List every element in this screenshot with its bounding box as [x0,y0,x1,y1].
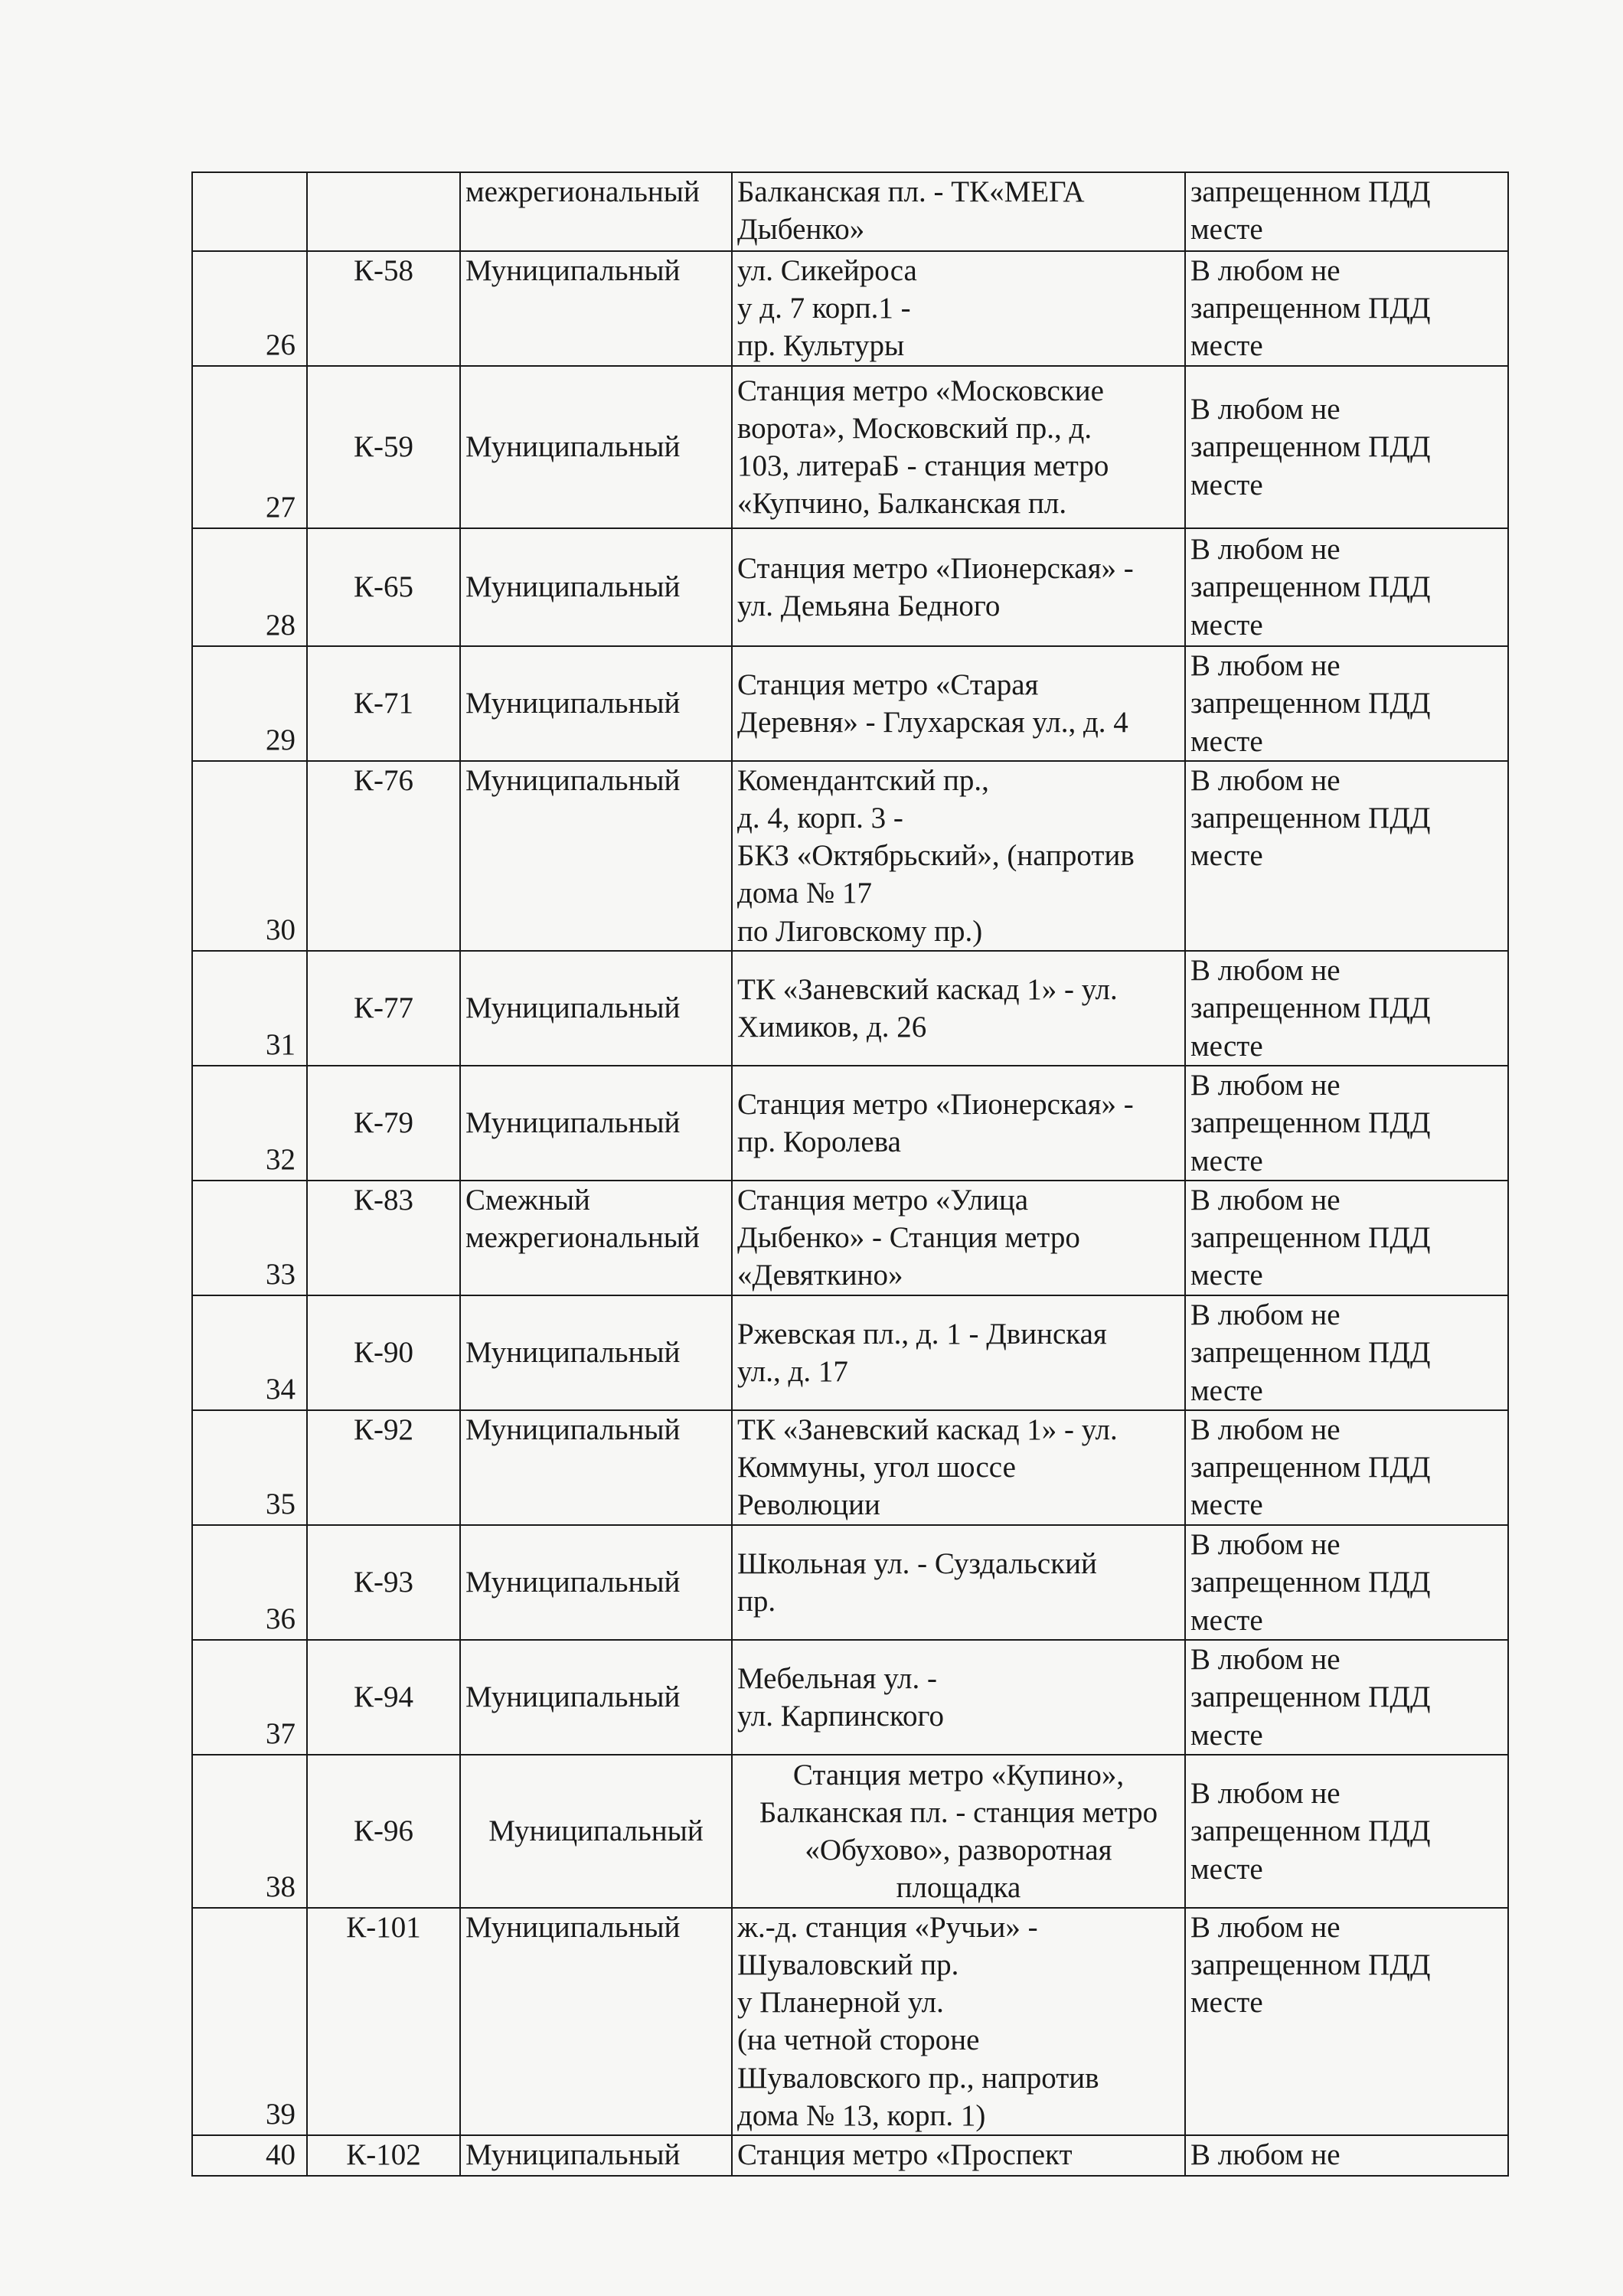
route-code: К-102 [307,2135,460,2176]
stop-rule [1185,1908,1508,2135]
table-row [192,366,1508,528]
stop-rule-line: В любом не [1190,1528,1341,1562]
route-type [460,1410,732,1525]
route-path-line: пр. Культуры [737,329,905,363]
route-type [460,1908,732,2135]
route-type [460,1295,732,1410]
stop-rule-line: запрещенном ПДД [1190,292,1431,325]
route-path-line: ул. Сикейроса [737,254,917,287]
stop-rule-line: В любом не [1190,533,1341,567]
route-type-line: Муниципальный [465,1566,681,1599]
route-path-line: Дыбенко» - Станция метро [737,1221,1080,1255]
row-number: 38 [192,1755,307,1908]
stop-rule-line: месте [1190,608,1263,642]
route-type-line: Муниципальный [465,991,681,1025]
route-path-line: Станция метро «Московские [737,374,1104,407]
table-row [192,2135,1508,2176]
table-row [192,1181,1508,1295]
route-code: К-93 [307,1525,460,1640]
stop-rule-line: месте [1190,1488,1263,1522]
route-type [460,1066,732,1181]
stop-rule-line: В любом не [1190,2138,1341,2171]
route-path-line: Дыбенко» [737,213,865,247]
route-path-line: Станция метро «Старая [737,668,1039,701]
row-number: 34 [192,1295,307,1410]
row-number: 29 [192,646,307,761]
row-number [192,172,307,251]
route-path-line: дома № 17 [737,877,873,910]
route-path-line: Станция метро «Улица [737,1184,1029,1217]
route-path-line: БКЗ «Октябрьский», (напротив [737,839,1135,873]
route-path-line: ул. Карпинского [737,1700,944,1733]
route-path-line: Балканская пл. - ТК«МЕГА [737,175,1085,208]
row-number: 28 [192,528,307,646]
row-number: 32 [192,1066,307,1181]
stop-rule-line: месте [1190,724,1263,758]
route-path-line: ул., д. 17 [737,1355,848,1388]
route-path-line: Революции [737,1488,880,1522]
stop-rule-line: В любом не [1190,393,1341,426]
stop-rule-line: запрещенном ПДД [1190,430,1431,464]
route-type-line: Муниципальный [465,764,681,797]
route-path-line: Комендантский пр., [737,764,989,797]
table-row [192,951,1508,1066]
stop-rule-line: месте [1190,1373,1263,1407]
stop-rule-line: В любом не [1190,1184,1341,1217]
stop-rule-line: запрещенном ПДД [1190,802,1431,835]
route-type [460,951,732,1066]
route-path-line: Станция метро «Проспект [737,2138,1073,2171]
stop-rule-line: В любом не [1190,954,1341,988]
route-code: К-90 [307,1295,460,1410]
stop-rule-line: месте [1190,468,1263,501]
stop-rule-line: В любом не [1190,1298,1341,1332]
table-row [192,1410,1508,1525]
route-code: К-65 [307,528,460,646]
route-type-line: Муниципальный [465,430,681,464]
stop-rule [1185,1755,1508,1908]
table-row [192,1640,1508,1755]
stop-rule-line: месте [1190,329,1263,363]
route-path-line: Станция метро «Пионерская» - [737,1087,1134,1121]
route-path-line: 103, литераБ - станция метро [737,449,1109,482]
stop-rule [1185,1640,1508,1755]
route-type [460,646,732,761]
stop-rule [1185,2135,1508,2176]
route-code: К-83 [307,1181,460,1295]
stop-rule-line: В любом не [1190,254,1341,287]
route-path-line: «Девяткино» [737,1259,903,1292]
route-code: К-71 [307,646,460,761]
route-path [732,646,1185,761]
route-type-line: Муниципальный [465,1336,681,1370]
stop-rule-line: запрещенном ПДД [1190,1566,1431,1599]
route-path-line: Балканская пл. - станция метро [759,1795,1158,1829]
route-path-line: Станция метро «Пионерская» - [737,551,1134,585]
route-code [307,172,460,251]
route-code: К-101 [307,1908,460,2135]
route-type [460,528,732,646]
route-path-line: ворота», Московский пр., д. [737,411,1092,445]
stop-rule-line: В любом не [1190,1911,1341,1944]
table-row [192,646,1508,761]
stop-rule [1185,366,1508,528]
route-path-line: ТК «Заневский каскад 1» - ул. [737,972,1118,1006]
routes-table [191,171,1509,2177]
route-code: К-77 [307,951,460,1066]
stop-rule [1185,1295,1508,1410]
row-number: 35 [192,1410,307,1525]
route-path [732,1755,1185,1908]
routes-table-body [192,172,1508,2176]
stop-rule [1185,1410,1508,1525]
route-path [732,761,1185,951]
stop-rule-line: запрещенном ПДД [1190,687,1431,720]
route-type-line: Муниципальный [465,1106,681,1140]
stop-rule [1185,172,1508,251]
route-path [732,1410,1185,1525]
table-row [192,1755,1508,1908]
route-path-line: Станция метро «Купино», [792,1758,1125,1791]
row-number: 39 [192,1908,307,2135]
route-type [460,1181,732,1295]
route-path-line: у Планерной ул. [737,1986,944,2020]
route-path-line: Шуваловский пр. [737,1948,959,1982]
route-path [732,951,1185,1066]
route-path-line: «Купчино, Балканская пл. [737,487,1067,521]
route-path-line: пр. [737,1585,776,1618]
stop-rule-line: запрещенном ПДД [1190,1451,1431,1484]
row-number: 26 [192,251,307,366]
stop-rule-line: месте [1190,1259,1263,1292]
stop-rule-line: месте [1190,1718,1263,1752]
route-code: К-59 [307,366,460,528]
route-type-line: Муниципальный [465,254,681,287]
table-row [192,1066,1508,1181]
stop-rule [1185,951,1508,1066]
route-path-line: Ржевская пл., д. 1 - Двинская [737,1317,1107,1350]
route-type-line: Муниципальный [465,687,681,720]
route-path [732,2135,1185,2176]
stop-rule-line: запрещенном ПДД [1190,1221,1431,1255]
stop-rule-line: месте [1190,1029,1263,1063]
route-path [732,528,1185,646]
route-path-line: ТК «Заневский каскад 1» - ул. [737,1413,1118,1446]
table-row [192,528,1508,646]
stop-rule [1185,761,1508,951]
stop-rule-line: запрещенном ПДД [1190,1336,1431,1370]
stop-rule [1185,1525,1508,1640]
stop-rule [1185,251,1508,366]
route-type-line: Муниципальный [465,1413,681,1446]
route-path-line: (на четной стороне [737,2023,980,2057]
stop-rule [1185,646,1508,761]
route-code: К-76 [307,761,460,951]
route-code: К-96 [307,1755,460,1908]
row-number: 30 [192,761,307,951]
stop-rule-line: В любом не [1190,649,1341,683]
route-path [732,172,1185,251]
stop-rule-line: В любом не [1190,1643,1341,1677]
route-type [460,366,732,528]
stop-rule-line: запрещенном ПДД [1190,1680,1431,1714]
row-number: 33 [192,1181,307,1295]
route-path-line: по Лиговскому пр.) [737,914,983,948]
route-type [460,251,732,366]
stop-rule-line: В любом не [1190,1777,1341,1811]
stop-rule-line: запрещенном ПДД [1190,570,1431,604]
route-type-line: межрегиональный [465,1221,700,1255]
route-type-line: Муниципальный [465,2138,681,2171]
stop-rule-line: В любом не [1190,764,1341,797]
stop-rule-line: запрещенном ПДД [1190,175,1431,208]
route-path [732,251,1185,366]
table-row [192,1908,1508,2135]
stop-rule [1185,1181,1508,1295]
route-code: К-58 [307,251,460,366]
route-path-line: дома № 13, корп. 1) [737,2098,986,2132]
route-type-line: Муниципальный [465,570,681,604]
stop-rule [1185,528,1508,646]
table-row [192,761,1508,951]
route-type-line: Муниципальный [465,1680,681,1714]
route-path-line: Коммуны, угол шоссе [737,1451,1016,1484]
stop-rule-line: запрещенном ПДД [1190,991,1431,1025]
route-type [460,1525,732,1640]
row-number: 31 [192,951,307,1066]
stop-rule-line: месте [1190,1852,1263,1886]
route-path [732,1181,1185,1295]
route-path [732,1640,1185,1755]
route-path-line: у д. 7 корп.1 - [737,292,911,325]
stop-rule-line: запрещенном ПДД [1190,1106,1431,1140]
row-number: 36 [192,1525,307,1640]
route-code: К-79 [307,1066,460,1181]
table-row [192,1525,1508,1640]
route-type [460,761,732,951]
route-path-line: Школьная ул. - Суздальский [737,1546,1097,1580]
route-path [732,366,1185,528]
stop-rule-line: запрещенном ПДД [1190,1948,1431,1982]
table-row [192,1295,1508,1410]
route-path-line: Деревня» - Глухарская ул., д. 4 [737,706,1128,739]
route-path-line: Химиков, д. 26 [737,1011,927,1043]
route-type-line: Муниципальный [465,1911,681,1944]
stop-rule [1185,1066,1508,1181]
stop-rule-line: месте [1190,1144,1263,1177]
route-path-line: ул. Демьяна Бедного [737,590,1001,622]
route-type-line: Смежный [465,1184,590,1217]
route-path-line: д. 4, корп. 3 - [737,802,903,835]
stop-rule-line: В любом не [1190,1069,1341,1102]
route-path [732,1066,1185,1181]
stop-rule-line: месте [1190,839,1263,873]
route-type [460,172,732,251]
route-type [460,2135,732,2176]
row-number: 27 [192,366,307,528]
stop-rule-line: месте [1190,1603,1263,1637]
row-number: 37 [192,1640,307,1755]
route-code: К-94 [307,1640,460,1755]
route-type-line: межрегиональный [465,175,700,208]
route-path-line: ж.-д. станция «Ручьи» - [737,1911,1038,1944]
route-path-line: «Обухово», разворотная [805,1834,1112,1867]
row-number: 40 [192,2135,307,2176]
table-row [192,251,1508,366]
route-type-line: Муниципальный [488,1814,704,1848]
route-path-line: Мебельная ул. - [737,1661,937,1695]
route-type [460,1755,732,1908]
table-row [192,172,1508,251]
route-path [732,1908,1185,2135]
stop-rule-line: месте [1190,213,1263,247]
stop-rule-line: запрещенном ПДД [1190,1814,1431,1848]
route-path-line: площадка [896,1871,1021,1905]
route-path [732,1525,1185,1640]
route-type [460,1640,732,1755]
stop-rule-line: В любом не [1190,1413,1341,1446]
route-path-line: Шуваловского пр., напротив [737,2061,1099,2095]
route-path-line: пр. Королева [737,1125,901,1158]
stop-rule-line: месте [1190,1986,1263,2020]
route-code: К-92 [307,1410,460,1525]
route-path [732,1295,1185,1410]
